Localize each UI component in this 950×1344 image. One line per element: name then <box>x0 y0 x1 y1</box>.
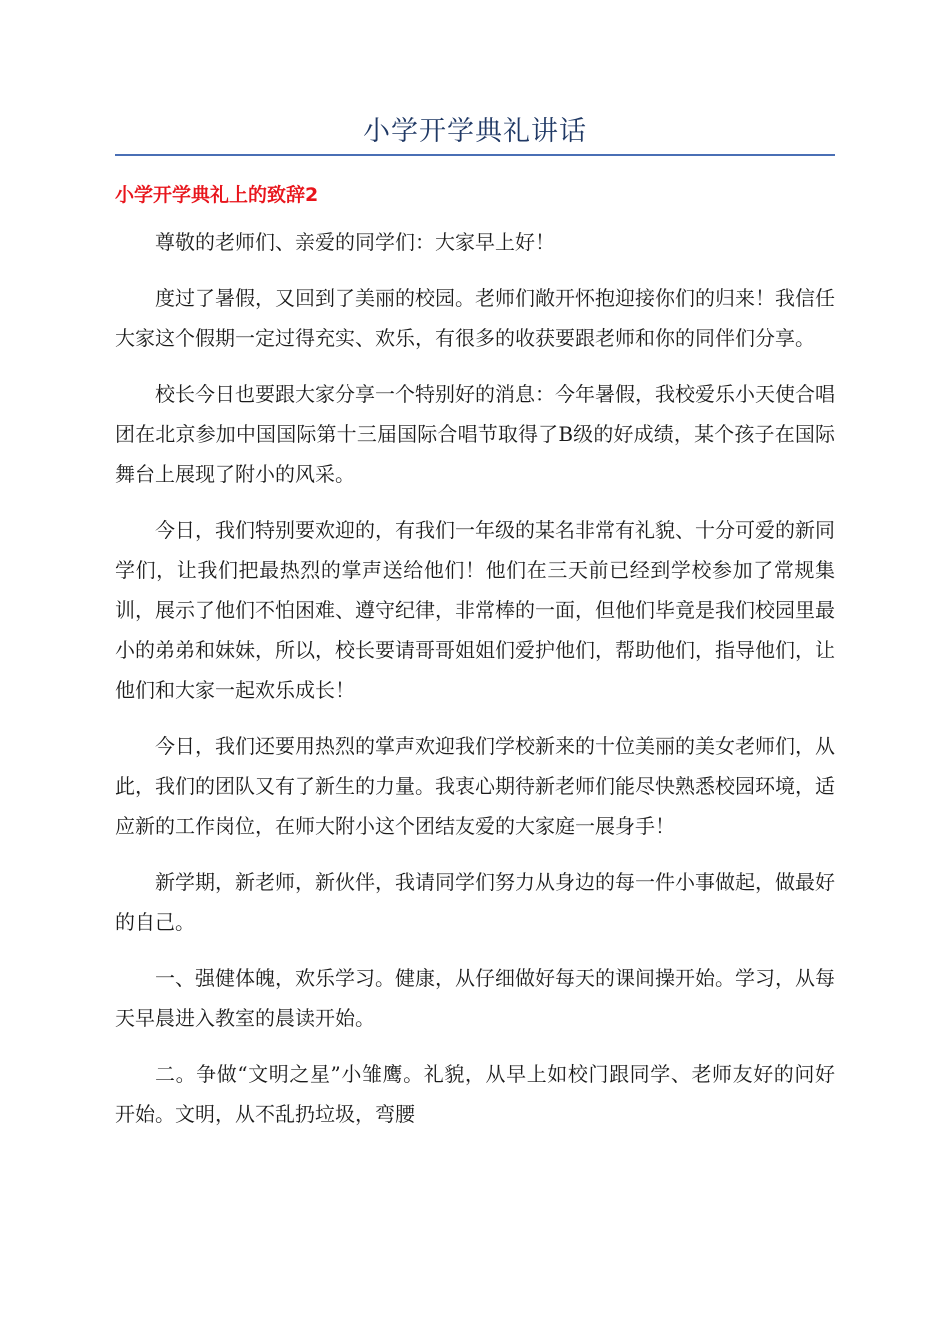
paragraph-choir-news: 校长今日也要跟大家分享一个特别好的消息：今年暑假，我校爱乐小天使合唱团在北京参加中国国际第十三届国际合唱节取得了B级的好成绩，某个孩子在国际舞台上展现了附小的风采。 <box>115 382 835 486</box>
paragraph-new-semester: 新学期，新老师，新伙伴，我请同学们努力从身边的每一件小事做起，做最好的自己。 <box>115 870 835 934</box>
paragraph-new-students: 今日，我们特别要欢迎的，有我们一年级的某名非常有礼貌、十分可爱的新同学们，让我们把最热烈的掌声送给他们！他们在三天前已经到学校参加了常规集训，展示了他们不怕困难、遵守纪律，非常棒的一面，但他们毕竟是我们校园里最小的弟弟和妹妹，所以，校长要请哥哥姐姐们爱护他们，帮助他们，指导他们，让他们和大家一起欢乐成长！ <box>115 518 835 702</box>
section-heading: 小学开学典礼上的致辞2 <box>115 184 319 206</box>
paragraph-greeting: 尊敬的老师们、亲爱的同学们：大家早上好！ <box>155 230 555 254</box>
body-text <box>115 222 835 1150</box>
paragraph-welcome-back: 度过了暑假，又回到了美丽的校园。老师们敞开怀抱迎接你们的归来！我信任大家这个假期一定过得充实、欢乐，有很多的收获要跟老师和你的同伴们分享。 <box>115 286 835 350</box>
title-divider <box>115 154 835 156</box>
paragraph-point-two: 二。争做“文明之星”小雏鹰。礼貌，从早上如校门跟同学、老师友好的问好开始。文明，从不乱扔垃圾，弯腰 <box>115 1062 835 1126</box>
paragraph-new-teachers: 今日，我们还要用热烈的掌声欢迎我们学校新来的十位美丽的美女老师们，从此，我们的团队又有了新生的力量。我衷心期待新老师们能尽快熟悉校园环境，适应新的工作岗位，在师大附小这个团结友爱的大家庭一展身手！ <box>115 734 835 838</box>
page-title: 小学开学典礼讲话 <box>363 116 587 147</box>
paragraph-point-one: 一、强健体魄，欢乐学习。健康，从仔细做好每天的课间操开始。学习，从每天早晨进入教室的晨读开始。 <box>115 966 835 1030</box>
